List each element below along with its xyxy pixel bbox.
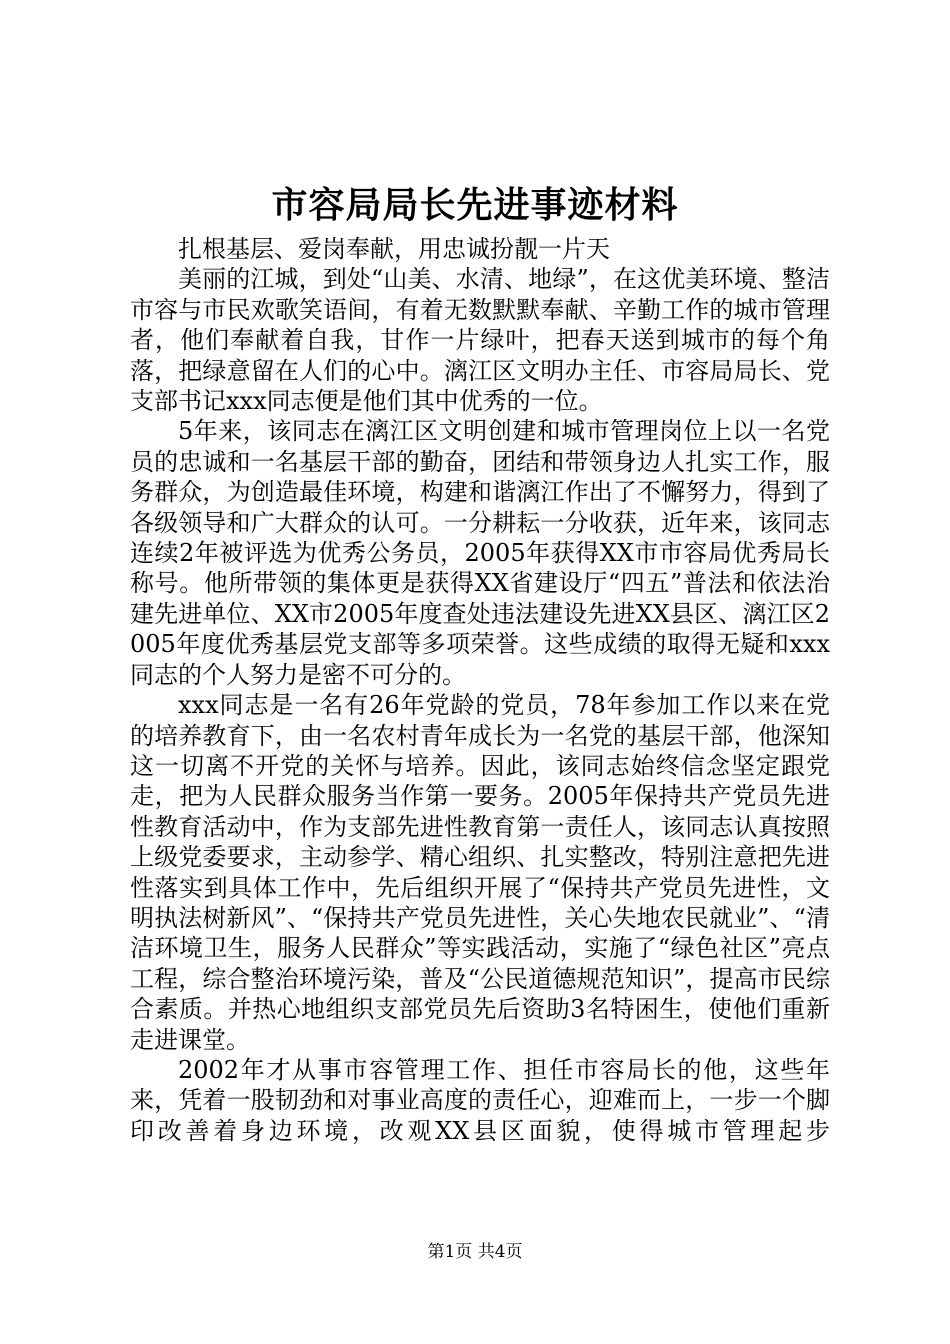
paragraph-2: 5年来，该同志在漓江区文明创建和城市管理岗位上以一名党员的忠诚和一名基层干部的勤奋，团结和带领身边人扎实工作，服务群众，为创造最佳环境，构建和谐漓江作出了不懈努力，得到了各级领导和广大群众的认可。一分耕耘一分收获，近年来，该同志连续2年被评选为优秀公务员，2005年获得XX市市容局优秀局长称号。他所带领的集体更是获得XX省建设厅“四五”普法和依法治建先进单位、XX市2005年度查处违法建设先进XX县区、漓江区2005年度优秀基层党支部等多项荣誉。这些成绩的取得无疑和xxx同志的个人努力是密不可分的。 [130, 417, 830, 689]
paragraph-3: xxx同志是一名有26年党龄的党员，78年参加工作以来在党的培养教育下，由一名农村青年成长为一名党的基层干部，他深知这一切离不开党的关怀与培养。因此，该同志始终信念坚定跟党走，把为人民群众服务当作第一要务。2005年保持共产党员先进性教育活动中，作为支部先进性教育第一责任人，该同志认真按照上级党委要求，主动参学、精心组织、扎实整改，特别注意把先进性落实到具体工作中，先后组织开展了“保持共产党员先进性，文明执法树新风”、“保持共产党员先进性，关心失地农民就业”、“清洁环境卫生，服务人民群众”等实践活动，实施了“绿色社区”亮点工程，综合整治环境污染，普及“公民道德规范知识”，提高市民综合素质。并热心地组织支部党员先后资助3名特困生，使他们重新走进课堂。 [130, 691, 830, 1054]
page-footer: 第1页 共4页 [427, 1242, 523, 1262]
page-title: 市容局局长先进事迹材料 [271, 184, 679, 226]
paragraph-1: 美丽的江城，到处“山美、水清、地绿”，在这优美环境、整洁市容与市民欢歌笑语间，有着无数默默奉献、辛勤工作的城市管理者，他们奉献着自我，甘作一片绿叶，把春天送到城市的每个角落，把绿意留在人们的心中。漓江区文明办主任、市容局局长、党支部书记xxx同志便是他们其中优秀的一位。 [130, 265, 830, 416]
document-body [130, 234, 830, 1146]
paragraph-4: 2002年才从事市容管理工作、担任市容局长的他，这些年来，凭着一股韧劲和对事业高度的责任心，迎难而上，一步一个脚印改善着身边环境，改观XX县区面貌，使得城市管理起步 [130, 1055, 830, 1145]
subtitle: 扎根基层、爱岗奉献，用忠诚扮靓一片天 [178, 235, 610, 263]
